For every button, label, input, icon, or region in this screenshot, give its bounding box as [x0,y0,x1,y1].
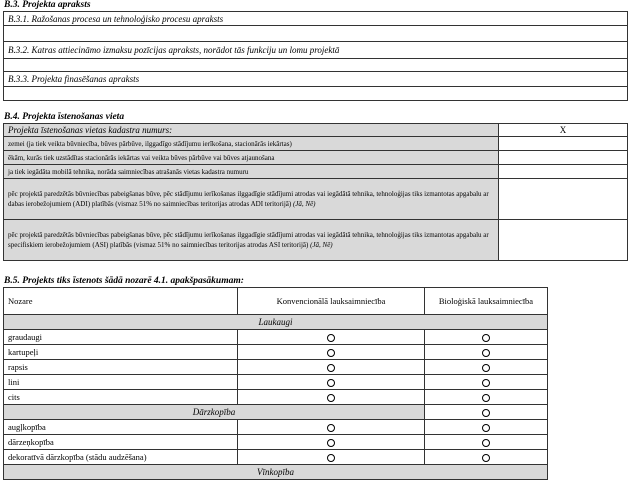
b3-row-1: B.3.1. Ražošanas procesa un tehnoloģisko procesu apraksts [4,12,628,26]
radio-lini-bio[interactable] [482,379,490,387]
radio-lini-konv[interactable] [327,379,335,387]
radio-graudaugi-bio[interactable] [482,334,490,342]
b4-asi-input[interactable] [499,220,628,261]
b3-heading: B.3. Projekta apraksts [4,0,91,10]
b4-adi-input[interactable] [499,179,628,220]
b3-row-3-input[interactable] [4,87,628,101]
col-konvencionala: Konvencionālā lauksaimniecība [238,288,425,315]
b4-tehnika-input[interactable] [499,165,628,179]
kadastra-mark[interactable]: X [499,124,628,137]
radio-darzenkopiba-bio[interactable] [482,439,490,447]
b4-table [3,123,628,261]
radio-darzenkopiba-konv[interactable] [327,439,335,447]
b4-zemei-label: zemei (ja tiek veikta būvniecība, būves pārbūve, ilggadīgo stādījumu ierīkošana, stacionārās iekārtas) [4,137,499,151]
b3-row-2-input[interactable] [4,59,628,72]
radio-auglkopiba-bio[interactable] [482,424,490,432]
category-laukaugi: Laukaugi [4,315,548,330]
radio-kartupeli-bio[interactable] [482,349,490,357]
category-darzkopiba: Dārzkopība [4,405,425,420]
b3-table [3,11,628,101]
b4-zemei-input[interactable] [499,137,628,151]
nozare-lini: lini [4,375,238,390]
b4-ekam-label: ēkām, kurās tiek uzstādītas stacionārās iekārtas vai veikta būves pārbūve vai būves atjaunošana [4,151,499,165]
nozare-graudaugi: graudaugi [4,330,238,345]
radio-cits-konv[interactable] [327,394,335,402]
b4-tehnika-label: ja tiek iegādāta mobilā tehnika, norāda saimniecības atrašanās vietas kadastra numuru [4,165,499,179]
nozare-dekorativa: dekoratīvā dārzkopība (stādu audzēšana) [4,450,238,465]
b5-heading: B.5. Projekts tiks īstenots šādā nozarē 4.1. apakšpasākumam: [4,276,244,286]
radio-rapsis-bio[interactable] [482,364,490,372]
category-vinkopiba: Vīnkopība [4,465,548,480]
kadastra-label: Projekta īstenošanas vietas kadastra numurs: [4,124,499,137]
radio-kartupeli-konv[interactable] [327,349,335,357]
b3-row-1-input[interactable] [4,26,628,42]
radio-graudaugi-konv[interactable] [327,334,335,342]
radio-rapsis-konv[interactable] [327,364,335,372]
nozare-kartupeli: kartupeļi [4,345,238,360]
b3-row-2: B.3.2. Katras attiecināmo izmaksu pozīcijas apraksts, norādot tās funkciju un lomu projektā [4,42,628,59]
b4-ekam-input[interactable] [499,151,628,165]
radio-auglkopiba-konv[interactable] [327,424,335,432]
radio-dekorativa-konv[interactable] [327,454,335,462]
radio-dekorativa-bio[interactable] [482,454,490,462]
nozare-rapsis: rapsis [4,360,238,375]
radio-cits-bio[interactable] [482,394,490,402]
nozare-darzenkopiba: dārzeņkopība [4,435,238,450]
b5-table [3,287,548,480]
col-nozare: Nozare [4,288,238,315]
b3-row-3: B.3.3. Projekta finasēšanas apraksts [4,72,628,87]
nozare-auglkopiba: augļkopība [4,420,238,435]
b4-heading: B.4. Projekta īstenošanas vieta [4,112,125,122]
b4-adi-label: pēc projektā paredzētās būvniecības pabeigšanas būve, pēc stādījumu ierīkošanas ilggadīgie stādījumi atrodas vai iegādātā tehnika, tehnoloģijas tiks izmantotas apgabalu ar dabas ierobežojumiem (ADI) platībās (vismaz 51% no saimniecības teritorijas atrodas ADI teritorijā) (Jā, Nē) [4,179,499,220]
radio-darzkopiba-bio[interactable] [482,409,490,417]
b4-asi-label: pēc projektā paredzētās būvniecības pabeigšanas būve, pēc stādījumu ierīkošanas ilggadīgie stādījumi atrodas vai iegādātā tehnika, tehnoloģijas tiks izmantotas apgabalu ar specifiskiem ierobežojumiem (ASI) platībās (vismaz 51% no saimniecības teritorijas atrodas ASI teritorijā) (Jā, Nē) [4,220,499,261]
col-biologiska: Bioloģiskā lauksaimniecība [425,288,548,315]
nozare-cits: cits [4,390,238,405]
